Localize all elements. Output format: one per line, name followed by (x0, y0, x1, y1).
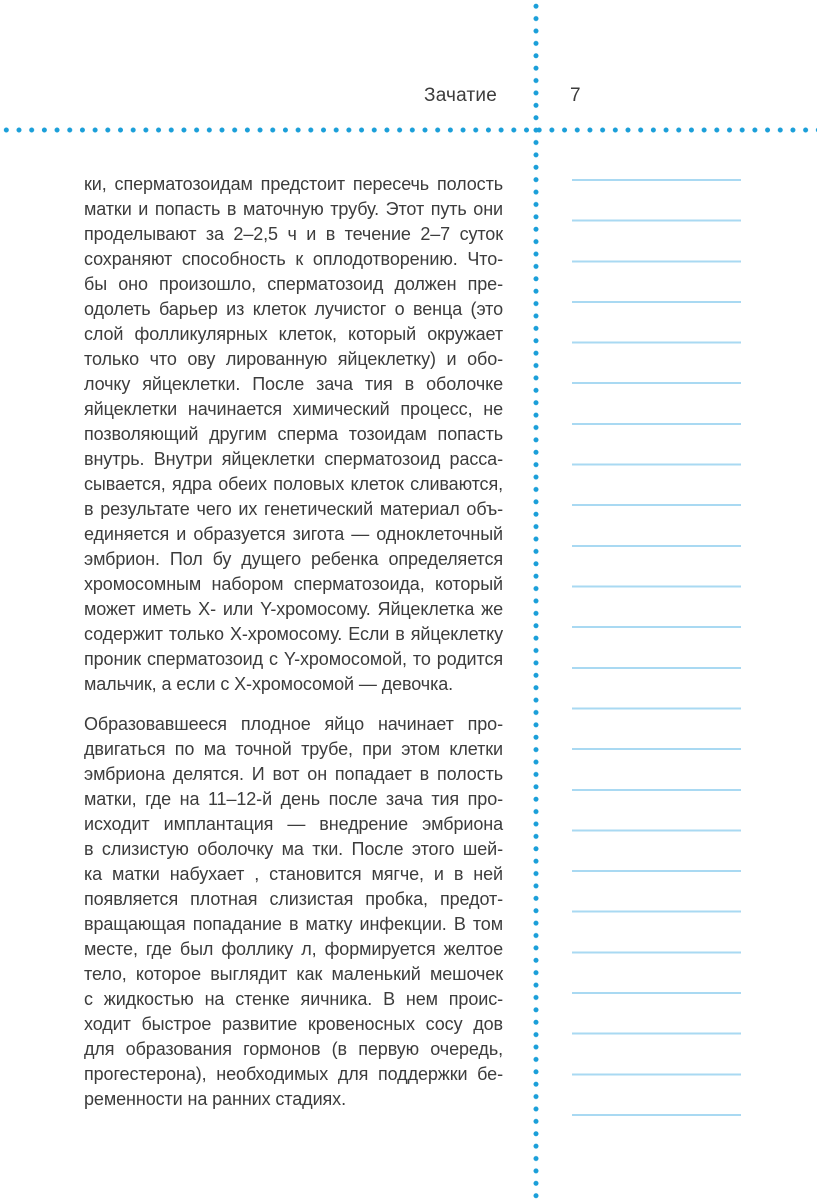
text-line: матки, где на 11–12-й день после зача тия про- (84, 789, 503, 809)
text-line: бы оно произошло, сперматозоид должен пре- (84, 274, 503, 294)
text-line: ременности на ранних стадиях. (84, 1089, 346, 1109)
text-line: слой фолликулярных клеток, который окружает (84, 324, 503, 344)
text-line: матки и попасть в маточную трубу. Этот путь они (84, 199, 503, 219)
text-line: внутрь. Внутри яйцеклетки сперматозоид расса- (84, 449, 503, 469)
text-line: месте, где был фоллику л, формируется желтое (84, 939, 503, 959)
text-line: появляется плотная слизистая пробка, предот- (84, 889, 503, 909)
text-line: для образования гормонов (в первую очередь, (84, 1039, 503, 1059)
text-line: хромосомным набором сперматозоида, который (84, 574, 503, 594)
text-line: одолеть барьер из клеток лучистог о венца (это (84, 299, 503, 319)
paragraph-1 (84, 172, 503, 697)
text-line: эмбрион. Пол бу дущего ребенка определяется (84, 549, 503, 569)
horizontal-dotted-rule (0, 127, 817, 133)
vertical-dotted-rule (533, 0, 539, 1200)
text-line: сывается, ядра обеих половых клеток сливаются, (84, 474, 503, 494)
page-number: 7 (570, 85, 581, 106)
text-line: единяется и образуется зигота — одноклеточный (84, 524, 503, 544)
text-line: содержит только X-хромосому. Если в яйцеклетку (84, 624, 503, 644)
body-text (84, 172, 503, 1127)
text-line: ходит быстрое развитие кровеносных сосу дов (84, 1014, 503, 1034)
text-line: лочку яйцеклетки. После зача тия в оболочке (84, 374, 503, 394)
text-line: может иметь X- или Y-хромосому. Яйцеклетка же (84, 599, 503, 619)
text-line: с жидкостью на стенке яичника. В нем проис- (84, 989, 503, 1009)
text-line: проник сперматозоид с Y-хромосомой, то родится (84, 649, 503, 669)
notes-ruled-area (572, 179, 741, 1118)
paragraph-2 (84, 712, 503, 1112)
text-line: прогестерона), необходимых для поддержки бе- (84, 1064, 503, 1084)
text-line: тело, которое выглядит как маленький мешочек (84, 964, 503, 984)
text-line: ки, сперматозоидам предстоит пересечь полость (84, 174, 503, 194)
text-line: позволяющий другим сперма тозоидам попасть (84, 424, 503, 444)
text-line: в результате чего их генетический материал объ- (84, 499, 503, 519)
text-line: Образовавшееся плодное яйцо начинает про- (84, 714, 503, 734)
text-line: только что ову лированную яйцеклетку) и обо- (84, 349, 503, 369)
text-line: мальчик, а если с X-хромосомой — девочка. (84, 674, 454, 694)
text-line: сохраняют способность к оплодотворению. Что- (84, 249, 503, 269)
text-line: в слизистую оболочку ма тки. После этого шей- (84, 839, 503, 859)
text-line: ка матки набухает , становится мягче, и в ней (84, 864, 503, 884)
text-line: исходит имплантация — внедрение эмбриона (84, 814, 503, 834)
text-line: яйцеклетки начинается химический процесс, не (84, 399, 503, 419)
text-line: проделывают за 2–2,5 ч и в течение 2–7 суток (84, 224, 503, 244)
text-line: эмбриона делятся. И вот он попадает в полость (84, 764, 503, 784)
text-line: двигаться по ма точной трубе, при этом клетки (84, 739, 503, 759)
text-line: вращающая попадание в матку инфекции. В том (84, 914, 503, 934)
chapter-title: Зачатие (424, 85, 497, 106)
